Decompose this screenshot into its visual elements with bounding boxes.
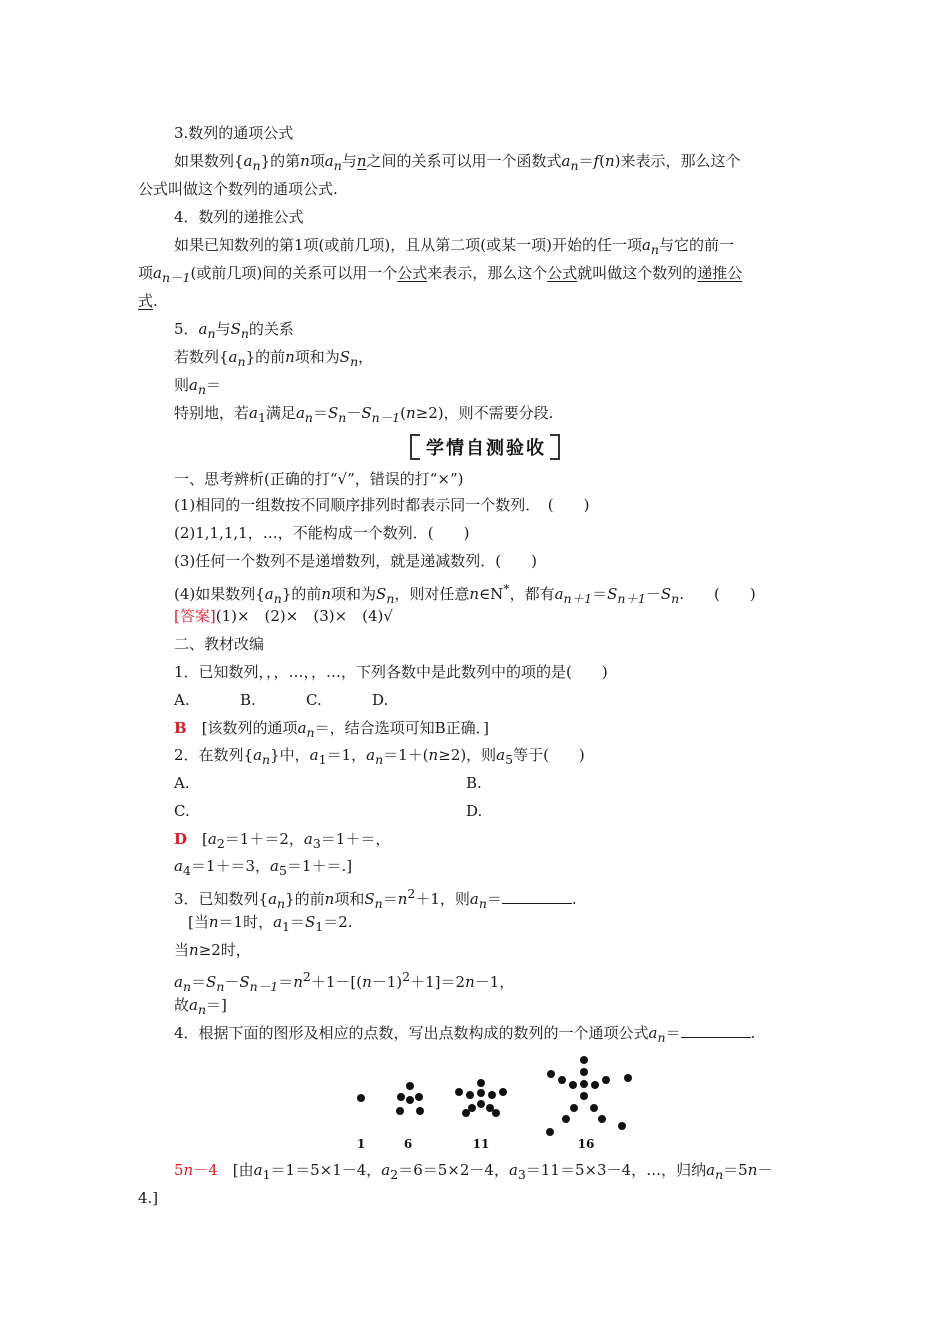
section-5-line-1: 若数列$\{a_n\}$的前n项和为$S_n$， — [174, 348, 374, 369]
question-3-solution-line-4: 故$a_n=$] — [174, 996, 227, 1017]
question-2-option-c: C. — [174, 802, 190, 820]
question-4-answer: 5n－4 — [174, 1161, 218, 1179]
answer-label: [答案] — [174, 607, 216, 625]
question-1-solution: B [该数列的通项$a_n=$，结合选项可知B正确．] — [174, 719, 489, 740]
question-1-answer: B — [174, 719, 187, 737]
part-1-question-3: (3)任何一个数列不是递增数列，就是递减数列．( ) — [174, 552, 537, 570]
part-2-question-4: 4．根据下面的图形及相应的点数，写出点数构成的数列的一个通项公式$a_n=$ . — [174, 1024, 756, 1045]
question-2-answer: D — [174, 830, 188, 848]
section-3-line-1: 如果数列$\{a_n\}$的第n项$a_n$与n之间的关系可以用一个函数式$a_n=f(n)$来表示，那么这个 — [174, 152, 741, 173]
section-4-line-1: 如果已知数列的第1项(或前几项)，且从第二项(或某一项)开始的任一项$a_n$与它的前一 — [174, 236, 734, 257]
section-3-title: 3.数列的通项公式 — [174, 124, 294, 142]
part-1-answers: [答案](1)× (2)× (3)× (4)√ — [174, 607, 393, 625]
part-1-title: 一、思考辨析(正确的打“√”，错误的打“×”) — [174, 470, 464, 488]
section-5-line-3: 特别地，若$a_1$满足$a_n=S_n-S_{n-1}(n\ge 2)$，则不需要分段. — [174, 404, 554, 425]
question-2-option-b: B. — [466, 774, 482, 792]
section-4-line-3: 式. — [138, 292, 158, 310]
question-4-solution-line-2: 4.] — [138, 1189, 159, 1207]
question-3-solution-line-3: $a_n=S_n-S_{n-1}=n^2+1-[(n-1)^2+1]=2n-1$， — [174, 969, 515, 994]
figure-label-2: 6 — [403, 1137, 413, 1151]
figure-3-dots — [455, 1079, 507, 1117]
figure-label-3: 11 — [472, 1137, 490, 1151]
part-2-question-1: 1．已知数列，，，…，，…，下列各数中是此数列中的项的是( ) — [174, 663, 608, 681]
banner-bracket-right — [550, 434, 560, 460]
banner-title: 学情自测验收 — [426, 438, 546, 459]
question-1-option-b: B. — [240, 691, 256, 709]
question-4-solution-line-1: 5n－4 [由$a_1=1=5\times 1-4$，$a_2=6=5\times 2-4$，$a_3=11=5\times 3-4$，…，归纳$a_n=5n-$ — [174, 1161, 773, 1182]
part-2-title: 二、教材改编 — [174, 635, 265, 653]
question-2-option-a: A. — [174, 774, 190, 792]
banner-bracket-left — [410, 434, 420, 460]
part-1-question-2: (2)1,1,1,1，…，不能构成一个数列．( ) — [174, 524, 470, 542]
question-2-solution-line-2: $a_4=1+=3$，$a_5=1+=$.] — [174, 857, 353, 878]
section-4-title: 4．数列的递推公式 — [174, 208, 304, 226]
figure-label-4: 16 — [577, 1137, 595, 1151]
figure-1-dot — [357, 1094, 365, 1102]
answer-blank — [502, 889, 572, 904]
question-2-solution-line-1: D [$a_2=1+=2$，$a_3=1+=$， — [174, 830, 391, 851]
answer-blank — [681, 1023, 751, 1038]
question-1-option-d: D. — [372, 691, 389, 709]
section-banner — [410, 434, 560, 460]
figure-label-1: 1 — [356, 1137, 366, 1151]
part-2-question-3: 3．已知数列$\{a_n\}$的前n项和$S_n=n^2+1$，则$a_n=$ . — [174, 886, 577, 911]
question-1-option-a: A. — [174, 691, 190, 709]
question-2-option-d: D. — [466, 802, 483, 820]
section-5-line-2: 则$a_n=$ — [174, 376, 222, 397]
figure-4-dots — [546, 1056, 632, 1136]
dot-pattern-figure — [340, 1050, 640, 1151]
section-5-title: 5．$a_n$与$S_n$的关系 — [174, 320, 294, 341]
part-1-question-1: (1)相同的一组数按不同顺序排列时都表示同一个数列． ( ) — [174, 496, 590, 514]
figure-2-dots — [396, 1082, 424, 1115]
part-2-question-2: 2．在数列$\{a_n\}$中，$a_1=1$，$a_n=1+(n\ge 2)$，则$a_5$等于( ) — [174, 746, 585, 767]
question-1-option-c: C. — [306, 691, 322, 709]
part-1-question-4: (4)如果数列$\{a_n\}$的前n项和为$S_n$，则对任意n∈N*，都有$a_{n+1}=S_{n+1}-S_n$. ( ) — [174, 581, 756, 606]
section-4-line-2: 项$a_{n-1}$(或前几项)间的关系可以用一个公式来表示，那么这个公式就叫做这个数列的递推公 — [138, 264, 743, 285]
section-3-line-2: 公式叫做这个数列的通项公式. — [138, 180, 338, 198]
question-3-solution-line-1: [当n＝1时，$a_1=S_1=2$. — [188, 913, 353, 934]
question-3-solution-line-2: 当n≥2时， — [174, 941, 251, 959]
